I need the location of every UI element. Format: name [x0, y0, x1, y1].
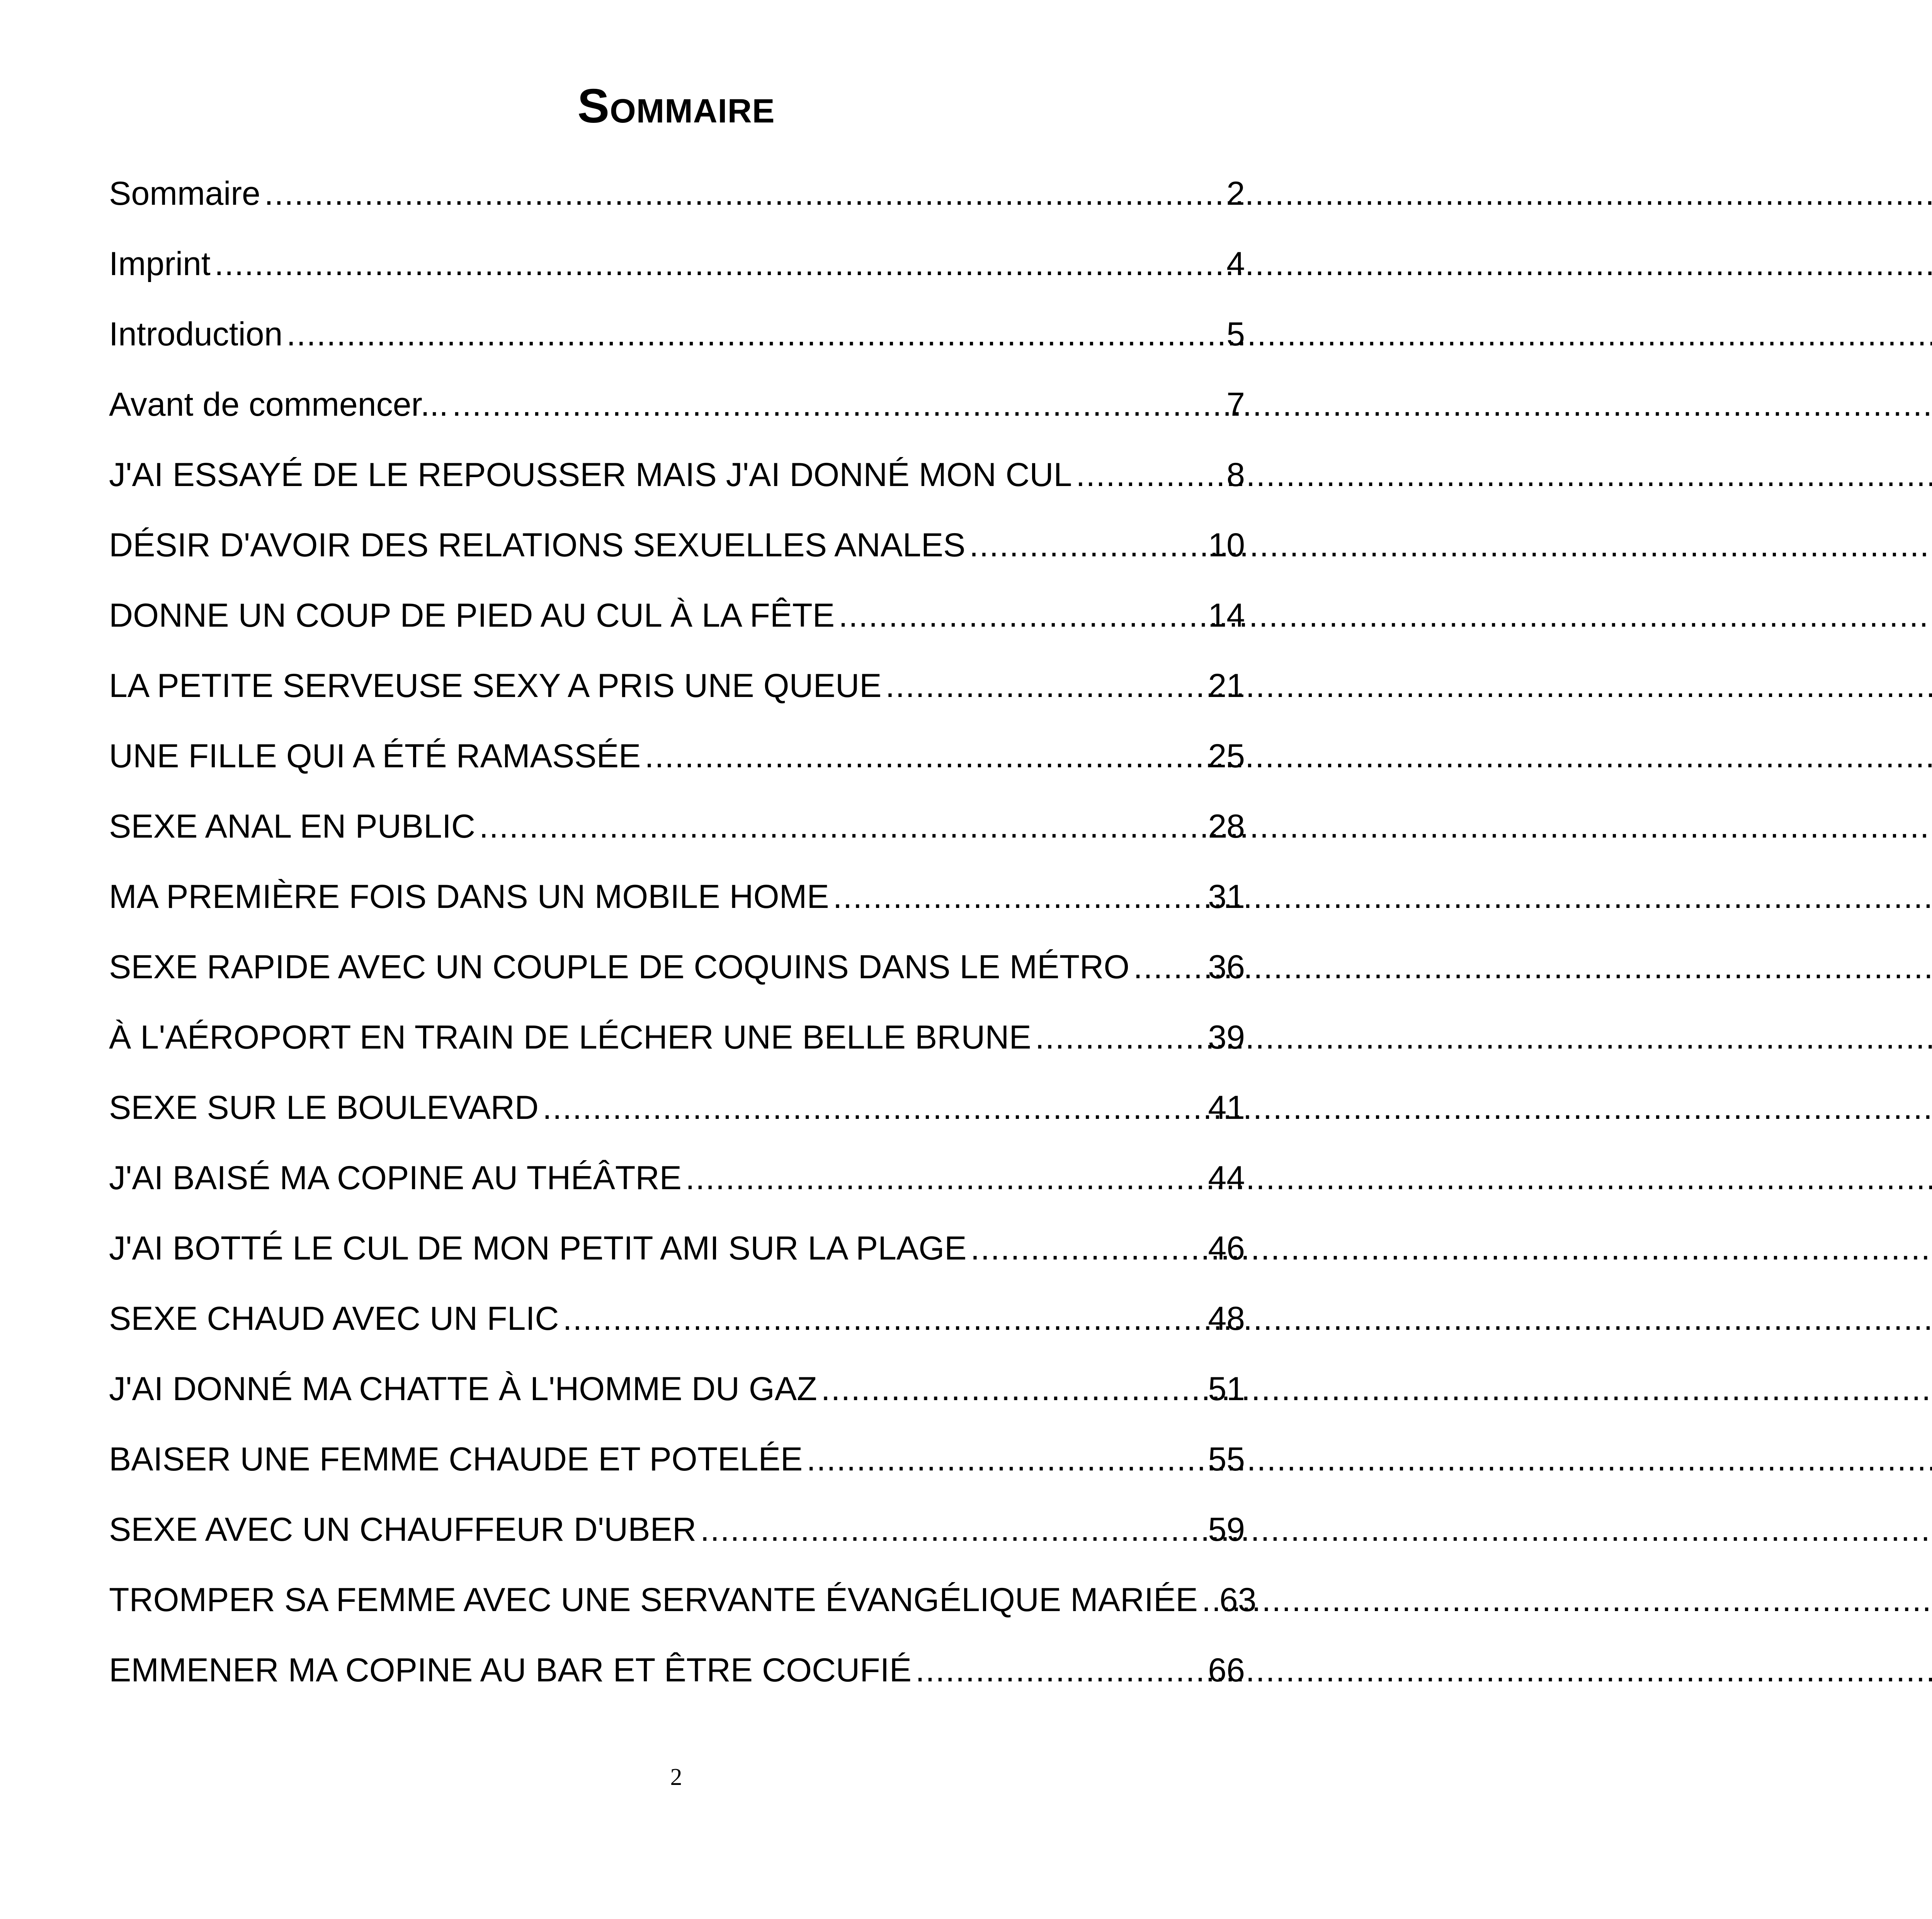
toc-entry[interactable]	[109, 1221, 1245, 1291]
toc-entry-label: J'AI ESSAYÉ DE LE REPOUSSER MAIS J'AI DONNÉ MON CUL	[109, 456, 1072, 493]
toc-entry-label: Avant de commencer...	[109, 386, 448, 423]
toc-leader-dots	[1035, 1010, 1206, 1065]
page-title: Sommaire	[577, 80, 775, 133]
toc-entry[interactable]	[109, 588, 1245, 658]
toc-leader-dots	[1133, 940, 1206, 994]
toc-entry-page: 10	[1208, 527, 1245, 564]
toc-entry-label: SEXE ANAL EN PUBLIC	[109, 808, 475, 845]
toc-entry-label: Introduction	[109, 316, 283, 353]
toc-entry-label: J'AI BAISÉ MA COPINE AU THÉÂTRE	[109, 1159, 682, 1197]
toc-entry-page: 41	[1208, 1089, 1245, 1126]
toc-entry-label: SEXE SUR LE BOULEVARD	[109, 1089, 539, 1126]
toc-entry[interactable]	[109, 447, 1245, 518]
toc-leader-dots	[1076, 447, 1224, 502]
toc-entry[interactable]	[109, 1080, 1245, 1151]
toc-entry[interactable]	[109, 1432, 1245, 1502]
toc-entry-label: À L'AÉROPORT EN TRAIN DE LÉCHER UNE BELLE BRUNE	[109, 1019, 1031, 1056]
toc-leader-dots	[838, 588, 1206, 643]
toc-entry-label: BAISER UNE FEMME CHAUDE ET POTELÉE	[109, 1441, 803, 1478]
table-of-contents	[109, 166, 1257, 1713]
toc-entry[interactable]	[109, 1010, 1245, 1080]
toc-entry-page: 48	[1208, 1300, 1245, 1337]
toc-entry-page: 14	[1208, 597, 1245, 634]
toc-entry[interactable]	[109, 236, 1245, 307]
toc-entry[interactable]	[109, 518, 1245, 588]
toc-leader-dots	[971, 1221, 1206, 1276]
toc-leader-dots	[821, 1361, 1206, 1416]
toc-entry-page: 46	[1208, 1230, 1245, 1267]
toc-entry-label: SEXE CHAUD AVEC UN FLIC	[109, 1300, 559, 1337]
toc-entry-label: EMMENER MA COPINE AU BAR ET ÊTRE COCUFIÉ	[109, 1652, 912, 1689]
toc-entry-label: LA PETITE SERVEUSE SEXY A PRIS UNE QUEUE	[109, 667, 882, 704]
toc-entry[interactable]	[109, 1361, 1245, 1432]
toc-entry-page: 28	[1208, 808, 1245, 845]
toc-entry-page: 8	[1226, 456, 1245, 493]
toc-entry-label: Sommaire	[109, 175, 260, 212]
page-number: 2	[670, 1764, 682, 1790]
toc-entry-label: Imprint	[109, 245, 211, 282]
toc-leader-dots	[543, 1080, 1206, 1135]
toc-entry[interactable]	[109, 658, 1245, 729]
toc-leader-dots	[685, 1151, 1206, 1205]
toc-entry-page: 66	[1208, 1652, 1245, 1689]
toc-entry-label: MA PREMIÈRE FOIS DANS UN MOBILE HOME	[109, 878, 829, 915]
toc-entry[interactable]	[109, 940, 1245, 1010]
toc-entry[interactable]	[109, 377, 1245, 447]
toc-entry-page: 21	[1208, 667, 1245, 704]
toc-leader-dots	[645, 729, 1206, 784]
toc-entry-label: SEXE AVEC UN CHAUFFEUR D'UBER	[109, 1511, 697, 1548]
toc-entry[interactable]	[109, 1291, 1245, 1361]
toc-entry-page: 25	[1208, 738, 1245, 775]
toc-entry[interactable]	[109, 1151, 1245, 1221]
toc-leader-dots	[885, 658, 1206, 713]
toc-leader-dots	[806, 1432, 1206, 1487]
toc-entry[interactable]	[109, 869, 1245, 940]
toc-leader-dots	[1202, 1572, 1217, 1627]
toc-entry[interactable]	[109, 1643, 1245, 1713]
toc-entry-page: 39	[1208, 1019, 1245, 1056]
toc-entry[interactable]	[109, 1502, 1245, 1572]
toc-leader-dots	[264, 166, 1224, 221]
toc-entry-page: 31	[1208, 878, 1245, 915]
toc-leader-dots	[286, 307, 1224, 362]
toc-leader-dots	[700, 1502, 1206, 1557]
toc-entry-page: 2	[1226, 175, 1245, 212]
toc-leader-dots	[479, 799, 1206, 854]
toc-entry-page: 7	[1226, 386, 1245, 423]
toc-entry-page: 44	[1208, 1159, 1245, 1197]
toc-leader-dots	[214, 236, 1224, 291]
toc-entry-label: J'AI DONNÉ MA CHATTE À L'HOMME DU GAZ	[109, 1370, 817, 1407]
toc-entry-page: 59	[1208, 1511, 1245, 1548]
toc-entry[interactable]	[109, 729, 1245, 799]
toc-entry[interactable]	[109, 166, 1245, 236]
toc-leader-dots	[452, 377, 1224, 432]
toc-leader-dots	[833, 869, 1206, 924]
toc-entry-page: 5	[1226, 316, 1245, 353]
toc-entry-label: SEXE RAPIDE AVEC UN COUPLE DE COQUINS DANS LE MÉTRO	[109, 948, 1130, 986]
toc-entry-label: J'AI BOTTÉ LE CUL DE MON PETIT AMI SUR LA PLAGE	[109, 1230, 967, 1267]
toc-entry-page: 4	[1226, 245, 1245, 282]
toc-entry-label: UNE FILLE QUI A ÉTÉ RAMASSÉE	[109, 738, 641, 775]
toc-entry-page: 51	[1208, 1370, 1245, 1407]
toc-entry-label: DÉSIR D'AVOIR DES RELATIONS SEXUELLES ANALES	[109, 527, 966, 564]
toc-entry[interactable]	[109, 1572, 1257, 1643]
toc-leader-dots	[915, 1643, 1206, 1698]
toc-entry-page: 55	[1208, 1441, 1245, 1478]
toc-entry-page: 63	[1219, 1581, 1257, 1618]
toc-entry[interactable]	[109, 799, 1245, 869]
toc-leader-dots	[563, 1291, 1206, 1346]
toc-entry-label: TROMPER SA FEMME AVEC UNE SERVANTE ÉVANGÉLIQUE MARIÉE	[109, 1581, 1198, 1618]
toc-entry-page: 36	[1208, 948, 1245, 986]
toc-entry-label: DONNE UN COUP DE PIED AU CUL À LA FÊTE	[109, 597, 835, 634]
toc-leader-dots	[969, 518, 1206, 573]
toc-entry[interactable]	[109, 307, 1245, 377]
